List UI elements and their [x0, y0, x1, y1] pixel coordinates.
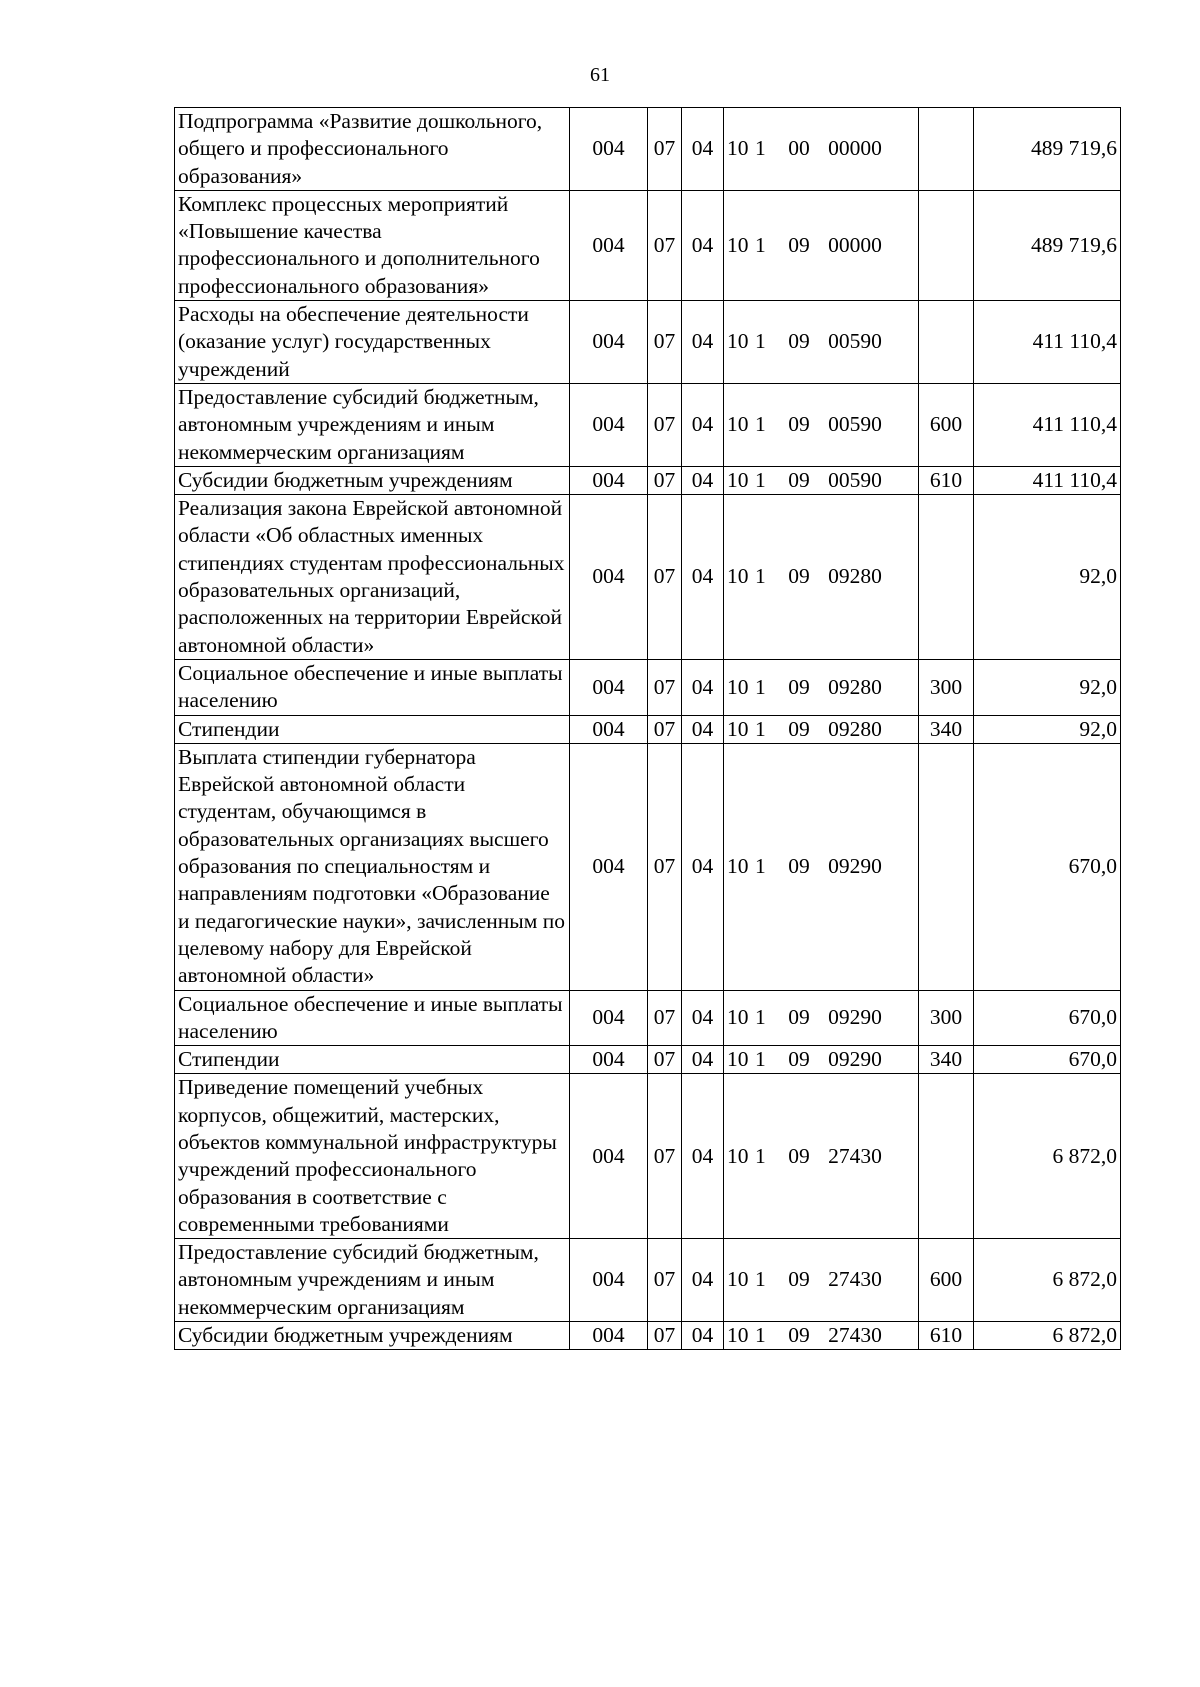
row-name: Предоставление субсидий бюджетным, автономным учреждениям и иным некоммерческим организациям — [175, 383, 570, 466]
target-article-part: 27430 — [828, 1143, 882, 1168]
target-article-part: 27430 — [828, 1323, 882, 1348]
section-code: 07 — [648, 1322, 682, 1350]
table-row — [175, 1074, 1121, 1239]
target-article-part: 00590 — [828, 467, 882, 492]
subsection-code: 04 — [682, 190, 724, 300]
target-article-part: 10 — [727, 467, 749, 492]
target-article-part: 10 — [727, 1267, 749, 1292]
grbs-code: 004 — [570, 1046, 648, 1074]
target-article-part: 1 — [755, 674, 766, 699]
expense-type-code — [919, 495, 974, 660]
expense-type-code: 600 — [919, 383, 974, 466]
expense-type-code — [919, 108, 974, 191]
target-article-part: 09 — [788, 467, 810, 492]
expense-type-code: 340 — [919, 715, 974, 743]
target-article-code — [724, 715, 919, 743]
row-name: Расходы на обеспечение деятельности (оказание услуг) государственных учреждений — [175, 301, 570, 384]
expense-type-code — [919, 190, 974, 300]
table-row — [175, 715, 1121, 743]
target-article-part: 09 — [788, 564, 810, 589]
expense-type-code — [919, 743, 974, 990]
target-article-part: 09 — [788, 716, 810, 741]
table-row — [175, 1046, 1121, 1074]
target-article-part: 00590 — [828, 329, 882, 354]
row-name: Стипендии — [175, 715, 570, 743]
grbs-code: 004 — [570, 659, 648, 715]
grbs-code: 004 — [570, 715, 648, 743]
section-code: 07 — [648, 1239, 682, 1322]
target-article-part: 00590 — [828, 412, 882, 437]
target-article-code — [724, 1239, 919, 1322]
section-code: 07 — [648, 990, 682, 1046]
target-article-part: 09 — [788, 1323, 810, 1348]
table-row — [175, 990, 1121, 1046]
target-article-part: 00 — [788, 136, 810, 161]
target-article-part: 10 — [727, 1047, 749, 1072]
subsection-code: 04 — [682, 495, 724, 660]
target-article-part: 09280 — [828, 564, 882, 589]
row-name: Реализация закона Еврейской автономной области «Об областных именных стипендиях студентам профессиональных образовательных организаций, расположенных на территории Еврейской автономной области» — [175, 495, 570, 660]
target-article-part: 1 — [755, 412, 766, 437]
target-article-part: 1 — [755, 467, 766, 492]
amount-value: 6 872,0 — [974, 1074, 1121, 1239]
row-name: Субсидии бюджетным учреждениям — [175, 1322, 570, 1350]
budget-table — [174, 107, 1121, 1350]
amount-value: 92,0 — [974, 715, 1121, 743]
target-article-part: 1 — [755, 136, 766, 161]
target-article-part: 10 — [727, 136, 749, 161]
target-article-part: 09280 — [828, 716, 882, 741]
section-code: 07 — [648, 1046, 682, 1074]
section-code: 07 — [648, 1074, 682, 1239]
grbs-code: 004 — [570, 190, 648, 300]
target-article-part: 1 — [755, 854, 766, 879]
target-article-part: 09 — [788, 1047, 810, 1072]
row-name: Подпрограмма «Развитие дошкольного, общего и профессионального образования» — [175, 108, 570, 191]
expense-type-code: 300 — [919, 990, 974, 1046]
target-article-code — [724, 990, 919, 1046]
target-article-part: 10 — [727, 1143, 749, 1168]
row-name: Субсидии бюджетным учреждениям — [175, 466, 570, 494]
section-code: 07 — [648, 301, 682, 384]
target-article-part: 09290 — [828, 1047, 882, 1072]
section-code: 07 — [648, 495, 682, 660]
subsection-code: 04 — [682, 466, 724, 494]
row-name: Социальное обеспечение и иные выплаты населению — [175, 990, 570, 1046]
table-row — [175, 466, 1121, 494]
subsection-code: 04 — [682, 1074, 724, 1239]
grbs-code: 004 — [570, 301, 648, 384]
expense-type-code: 300 — [919, 659, 974, 715]
target-article-part: 1 — [755, 1323, 766, 1348]
target-article-part: 09 — [788, 1143, 810, 1168]
subsection-code: 04 — [682, 1239, 724, 1322]
target-article-part: 10 — [727, 564, 749, 589]
section-code: 07 — [648, 466, 682, 494]
target-article-part: 10 — [727, 232, 749, 257]
target-article-part: 09290 — [828, 854, 882, 879]
target-article-code — [724, 301, 919, 384]
subsection-code: 04 — [682, 715, 724, 743]
grbs-code: 004 — [570, 990, 648, 1046]
target-article-part: 10 — [727, 854, 749, 879]
amount-value: 670,0 — [974, 990, 1121, 1046]
table-row — [175, 1239, 1121, 1322]
target-article-part: 09 — [788, 232, 810, 257]
target-article-code — [724, 108, 919, 191]
expense-type-code — [919, 301, 974, 384]
amount-value: 411 110,4 — [974, 383, 1121, 466]
target-article-code — [724, 1046, 919, 1074]
row-name: Предоставление субсидий бюджетным, автономным учреждениям и иным некоммерческим организациям — [175, 1239, 570, 1322]
grbs-code: 004 — [570, 743, 648, 990]
target-article-code — [724, 1322, 919, 1350]
subsection-code: 04 — [682, 108, 724, 191]
target-article-part: 10 — [727, 1323, 749, 1348]
target-article-part: 1 — [755, 1005, 766, 1030]
subsection-code: 04 — [682, 301, 724, 384]
target-article-part: 00000 — [828, 136, 882, 161]
target-article-part: 1 — [755, 716, 766, 741]
table-row — [175, 301, 1121, 384]
section-code: 07 — [648, 190, 682, 300]
target-article-part: 09 — [788, 329, 810, 354]
target-article-part: 09 — [788, 854, 810, 879]
amount-value: 92,0 — [974, 495, 1121, 660]
table-row — [175, 495, 1121, 660]
amount-value: 489 719,6 — [974, 190, 1121, 300]
amount-value: 6 872,0 — [974, 1239, 1121, 1322]
target-article-part: 1 — [755, 1267, 766, 1292]
target-article-part: 10 — [727, 329, 749, 354]
target-article-part: 09280 — [828, 674, 882, 699]
target-article-part: 10 — [727, 716, 749, 741]
table-row — [175, 108, 1121, 191]
expense-type-code: 610 — [919, 466, 974, 494]
table-row — [175, 743, 1121, 990]
grbs-code: 004 — [570, 383, 648, 466]
amount-value: 6 872,0 — [974, 1322, 1121, 1350]
row-name: Стипендии — [175, 1046, 570, 1074]
target-article-part: 1 — [755, 1047, 766, 1072]
target-article-part: 1 — [755, 232, 766, 257]
target-article-part: 1 — [755, 329, 766, 354]
subsection-code: 04 — [682, 990, 724, 1046]
subsection-code: 04 — [682, 1322, 724, 1350]
row-name: Выплата стипендии губернатора Еврейской автономной области студентам, обучающимся в образовательных организациях высшего образования по специальностям и направлениям подготовки «Образование и педагогические науки», зачисленным по целевому набору для Еврейской автономной области» — [175, 743, 570, 990]
target-article-code — [724, 466, 919, 494]
target-article-part: 09 — [788, 674, 810, 699]
table-row — [175, 659, 1121, 715]
target-article-code — [724, 1074, 919, 1239]
target-article-part: 09 — [788, 1267, 810, 1292]
expense-type-code: 610 — [919, 1322, 974, 1350]
expense-type-code — [919, 1074, 974, 1239]
amount-value: 670,0 — [974, 1046, 1121, 1074]
amount-value: 489 719,6 — [974, 108, 1121, 191]
target-article-part: 09 — [788, 412, 810, 437]
subsection-code: 04 — [682, 743, 724, 990]
grbs-code: 004 — [570, 466, 648, 494]
target-article-part: 1 — [755, 1143, 766, 1168]
expense-type-code: 340 — [919, 1046, 974, 1074]
section-code: 07 — [648, 108, 682, 191]
subsection-code: 04 — [682, 383, 724, 466]
row-name: Приведение помещений учебных корпусов, общежитий, мастерских, объектов коммунальной инфраструктуры учреждений профессионального образования в соответствие с современными требованиями — [175, 1074, 570, 1239]
target-article-code — [724, 659, 919, 715]
amount-value: 92,0 — [974, 659, 1121, 715]
grbs-code: 004 — [570, 1322, 648, 1350]
row-name: Социальное обеспечение и иные выплаты населению — [175, 659, 570, 715]
section-code: 07 — [648, 383, 682, 466]
grbs-code: 004 — [570, 495, 648, 660]
target-article-part: 10 — [727, 674, 749, 699]
target-article-part: 09 — [788, 1005, 810, 1030]
target-article-code — [724, 190, 919, 300]
target-article-part: 00000 — [828, 232, 882, 257]
target-article-code — [724, 383, 919, 466]
target-article-part: 10 — [727, 412, 749, 437]
target-article-part: 09290 — [828, 1005, 882, 1030]
grbs-code: 004 — [570, 1074, 648, 1239]
target-article-code — [724, 743, 919, 990]
table-row — [175, 190, 1121, 300]
target-article-code — [724, 495, 919, 660]
amount-value: 411 110,4 — [974, 301, 1121, 384]
section-code: 07 — [648, 659, 682, 715]
table-row — [175, 1322, 1121, 1350]
target-article-part: 27430 — [828, 1267, 882, 1292]
subsection-code: 04 — [682, 1046, 724, 1074]
grbs-code: 004 — [570, 1239, 648, 1322]
row-name: Комплекс процессных мероприятий «Повышение качества профессионального и дополнительного профессионального образования» — [175, 190, 570, 300]
grbs-code: 004 — [570, 108, 648, 191]
target-article-part: 1 — [755, 564, 766, 589]
subsection-code: 04 — [682, 659, 724, 715]
amount-value: 411 110,4 — [974, 466, 1121, 494]
target-article-part: 10 — [727, 1005, 749, 1030]
page-number: 61 — [590, 64, 610, 86]
section-code: 07 — [648, 715, 682, 743]
expense-type-code: 600 — [919, 1239, 974, 1322]
amount-value: 670,0 — [974, 743, 1121, 990]
table-row — [175, 383, 1121, 466]
section-code: 07 — [648, 743, 682, 990]
